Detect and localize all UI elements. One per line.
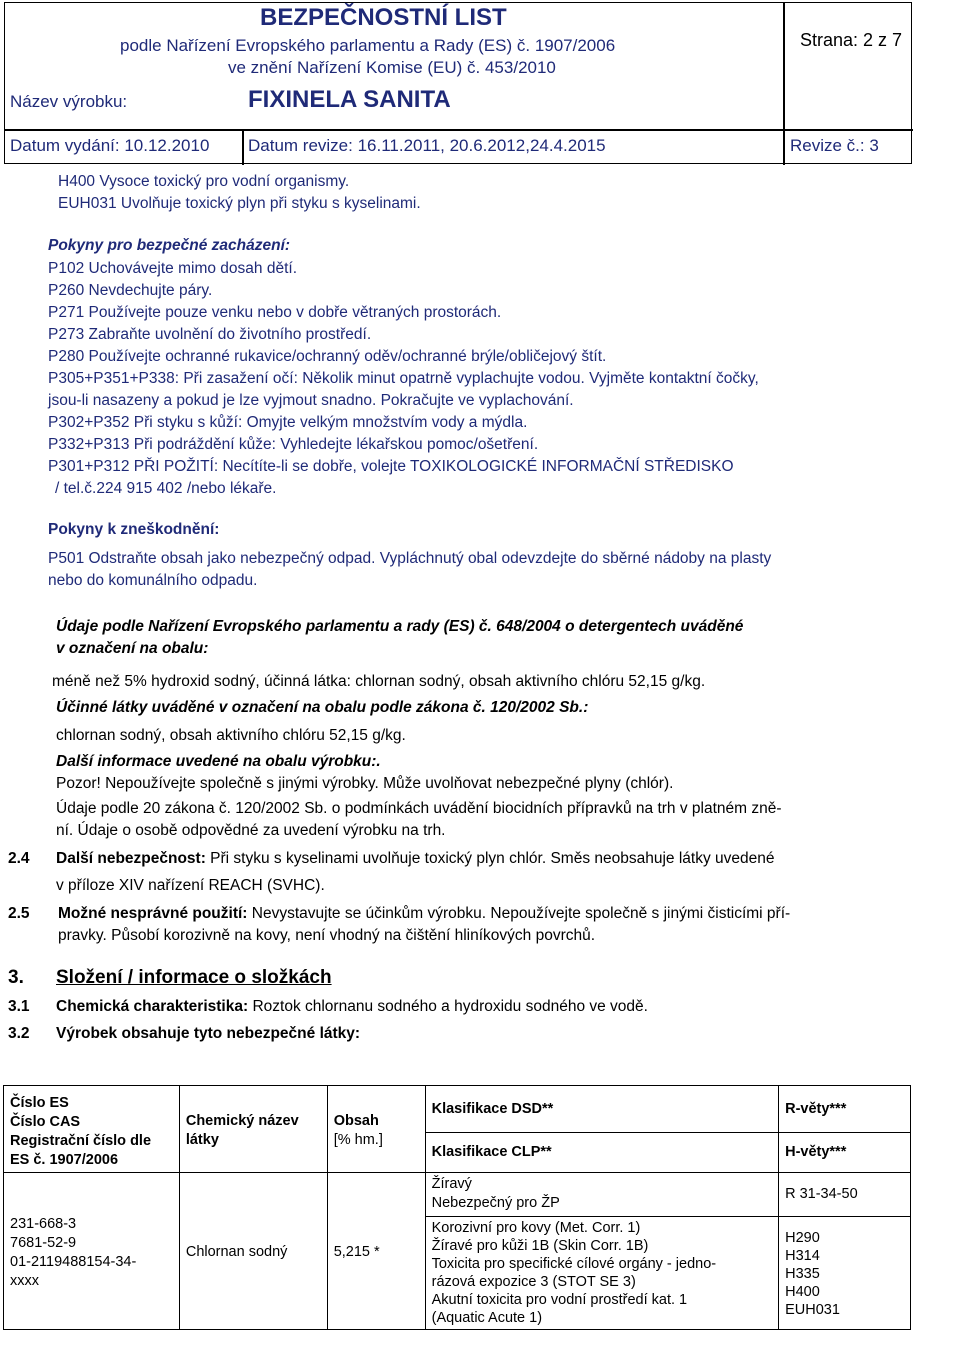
precaution-line: P260 Nevdechujte páry. [48, 282, 213, 299]
product-label: Název výrobku: [10, 92, 128, 111]
active-substances-text: chlornan sodný, obsah aktivního chlóru 52,15 g/kg. [56, 727, 406, 744]
active-substances-heading: Účinné látky uváděné v označení na obalu podle zákona č. 120/2002 Sb.: [56, 699, 589, 716]
page-number: Strana: 2 z 7 [800, 30, 903, 50]
hazard-line: H400 Vysoce toxický pro vodní organismy. [58, 173, 350, 190]
precaution-line: P280 Používejte ochranné rukavice/ochranný oděv/ochranné brýle/obličejový štít. [48, 348, 607, 365]
precaution-line: P301+P312 PŘI POŽITÍ: Necítíte-li se dobře, volejte TOXIKOLOGICKÉ INFORMAČNÍ STŘEDISKO [48, 458, 734, 475]
cell-chemical-name: Chlornan sodný [179, 1173, 327, 1330]
disposal-heading: Pokyny k zneškodnění: [48, 521, 220, 538]
header-dsd: Klasifikace DSD** [425, 1086, 778, 1133]
handling-heading: Pokyny pro bezpečné zacházení: [48, 237, 291, 254]
detergent-composition: méně než 5% hydroxid sodný, účinná látka: chlornan sodný, obsah aktivního chlóru 52,15 g/kg. [52, 673, 706, 690]
section-3-title: Složení / informace o složkách [56, 967, 332, 988]
cell-dsd: Žíravý Nebezpečný pro ŽP [425, 1173, 778, 1217]
precaution-line: jsou-li nasazeny a pokud je lze vyjmout snadno. Pokračujte ve vyplachování. [48, 392, 574, 409]
header-content: Obsah [% hm.] [327, 1086, 425, 1173]
precaution-line: P102 Uchovávejte mimo dosah dětí. [48, 260, 297, 277]
disposal-line: nebo do komunálního odpadu. [48, 572, 258, 589]
hazardous-substances-table [3, 1085, 911, 1330]
biocide-law-text: Údaje podle 20 zákona č. 120/2002 Sb. o podmínkách uvádění biocidních přípravků na trh v platném zně- [56, 800, 782, 817]
section-number: 3.1 [8, 998, 30, 1015]
detergent-heading: Údaje podle Nařízení Evropského parlamentu a rady (ES) č. 648/2004 o detergentech uváděné [56, 618, 744, 635]
cell-h-phrases: H290 H314 H335 H400 EUH031 [779, 1217, 911, 1330]
precaution-line: P302+P352 Při styku s kůží: Omyjte velkým množstvím vody a mýdla. [48, 414, 528, 431]
cell-identifiers: 231-668-3 7681-52-9 01-2119488154-34- xxxx [4, 1173, 180, 1330]
biocide-law-text-cont: ní. Údaje o osobě odpovědné za uvedení výrobku na trh. [56, 822, 446, 839]
section-2-5-text-cont: pravky. Působí korozivně na kovy, není vhodný na čištění hliníkových povrchů. [58, 927, 596, 944]
section-number: 3.2 [8, 1025, 30, 1042]
amendment-line: ve znění Nařízení Komise (EU) č. 453/2010 [228, 58, 556, 77]
precaution-line: P271 Používejte pouze venku nebo v dobře větraných prostorách. [48, 304, 502, 321]
precaution-line: P273 Zabraňte uvolnění do životního prostředí. [48, 326, 372, 343]
header-chemical-name: Chemický název látky [179, 1086, 327, 1173]
section-number: 3. [8, 967, 24, 988]
revision-date: Datum revize: 16.11.2011, 20.6.2012,24.4.2015 [248, 136, 606, 155]
section-3-1-text: Chemická charakteristika: Roztok chlornanu sodného a hydroxidu sodného ve vodě. [56, 998, 648, 1015]
regulation-line: podle Nařízení Evropského parlamentu a Rady (ES) č. 1907/2006 [120, 36, 616, 55]
document-title: BEZPEČNOSTNÍ LIST [260, 4, 507, 31]
section-2-4-text: Další nebezpečnost: Při styku s kyselinami uvolňuje toxický plyn chlór. Směs neobsahuje látky uvedené [56, 850, 775, 867]
section-number: 2.5 [8, 905, 30, 922]
header-h-phrases: H-věty*** [779, 1132, 911, 1172]
section-number: 2.4 [8, 850, 30, 867]
section-3-2-text: Výrobek obsahuje tyto nebezpečné látky: [56, 1025, 361, 1042]
header-identifiers: Číslo ES Číslo CAS Registrační číslo dle ES č. 1907/2006 [4, 1086, 180, 1173]
other-info-text: Pozor! Nepoužívejte společně s jinými výrobky. Může uvolňovat nebezpečné plyny (chlór). [56, 775, 674, 792]
detergent-heading-cont: v označení na obalu: [56, 640, 209, 657]
other-info-heading: Další informace uvedené na obalu výrobku:. [56, 753, 381, 770]
issue-date: Datum vydání: 10.12.2010 [10, 136, 210, 155]
section-2-5-text: Možné nesprávné použití: Nevystavujte se účinkům výrobku. Nepoužívejte společně s jinými čisticími pří- [58, 905, 791, 922]
precaution-line: P305+P351+P338: Při zasažení očí: Několik minut opatrně vyplachujte vodou. Vyjměte kontaktní čočky, [48, 370, 759, 387]
precaution-line: P332+P313 Při podráždění kůže: Vyhledejte lékařskou pomoc/ošetření. [48, 436, 539, 453]
cell-clp: Korozivní pro kovy (Met. Corr. 1) Žíravé pro kůži 1B (Skin Corr. 1B) Toxicita pro specifické cílové orgány - jedno- rázová expozice 3 (STOT SE 3) Akutní toxicita pro vodní prostředí kat. 1 (Aquatic Acute 1) [425, 1217, 778, 1330]
header-r-phrases: R-věty*** [779, 1086, 911, 1133]
product-name: FIXINELA SANITA [248, 86, 451, 113]
hazard-line: EUH031 Uvolňuje toxický plyn při styku s kyselinami. [58, 195, 421, 212]
cell-r-phrases: R 31-34-50 [779, 1173, 911, 1217]
precaution-line: / tel.č.224 915 402 /nebo lékaře. [55, 480, 277, 497]
header-clp: Klasifikace CLP** [425, 1132, 778, 1172]
section-2-4-text-cont: v příloze XIV nařízení REACH (SVHC). [56, 877, 325, 894]
revision-number: Revize č.: 3 [790, 136, 879, 155]
disposal-line: P501 Odstraňte obsah jako nebezpečný odpad. Vypláchnutý obal odevzdejte do sběrné nádoby na plasty [48, 550, 772, 567]
cell-content: 5,215 * [327, 1173, 425, 1330]
